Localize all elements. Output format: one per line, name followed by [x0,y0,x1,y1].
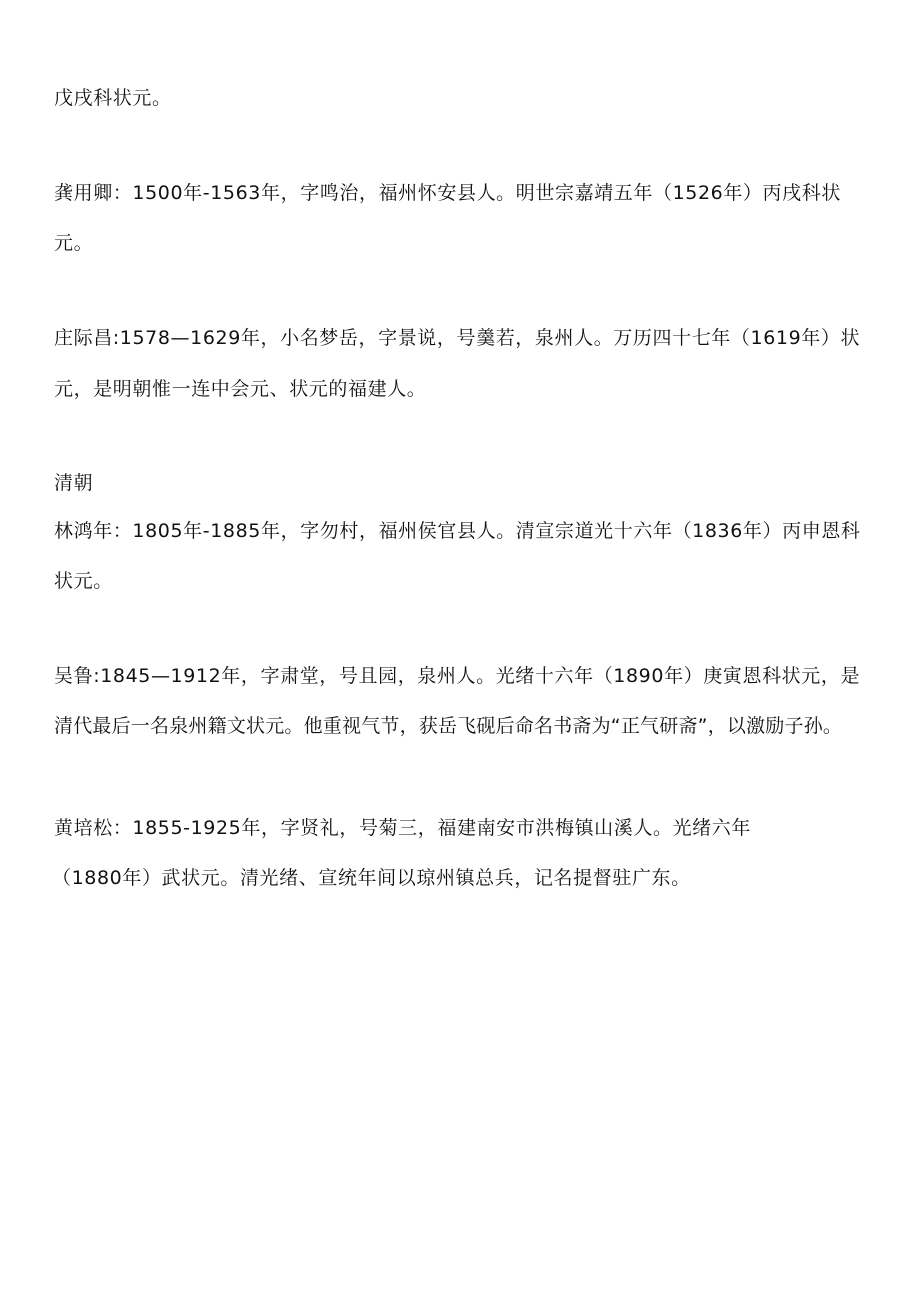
text-line-huang-peisong-cont: （1880年）武状元。清光绪、宣统年间以琼州镇总兵，记名提督驻广东。 [52,867,691,889]
text-line-huang-peisong: 黄培松：1855-1925年，字贤礼，号菊三，福建南安市洪梅镇山溪人。光绪六年 [54,817,751,839]
text-line-wuxu-zhuangyuan: 戊戌科状元。 [54,87,172,109]
text-line-wu-lu: 吴鲁:1845—1912年，字肃堂，号且园，泉州人。光绪十六年（1890年）庚寅恩科状元，是 [54,665,861,687]
text-line-zhuang-jichang: 庄际昌:1578—1629年，小名梦岳，字景说，号羹若，泉州人。万历四十七年（1619年）状 [54,327,861,349]
text-line-gong-yongqing-cont: 元。 [54,232,94,254]
text-line-zhuang-jichang-cont: 元，是明朝惟一连中会元、状元的福建人。 [54,378,427,400]
text-line-wu-lu-cont: 清代最后一名泉州籍文状元。他重视气节，获岳飞砚后命名书斋为“正气研斋”，以激励子孙。 [54,715,843,737]
text-line-gong-yongqing: 龚用卿：1500年-1563年，字鸣治，福州怀安县人。明世宗嘉靖五年（1526年）丙戌科状 [54,182,841,204]
section-heading-qing: 清朝 [54,472,94,494]
text-line-lin-hongnian-cont: 状元。 [54,570,113,592]
text-line-lin-hongnian: 林鸿年：1805年-1885年，字勿村，福州侯官县人。清宣宗道光十六年（1836年）丙申恩科 [54,520,861,542]
